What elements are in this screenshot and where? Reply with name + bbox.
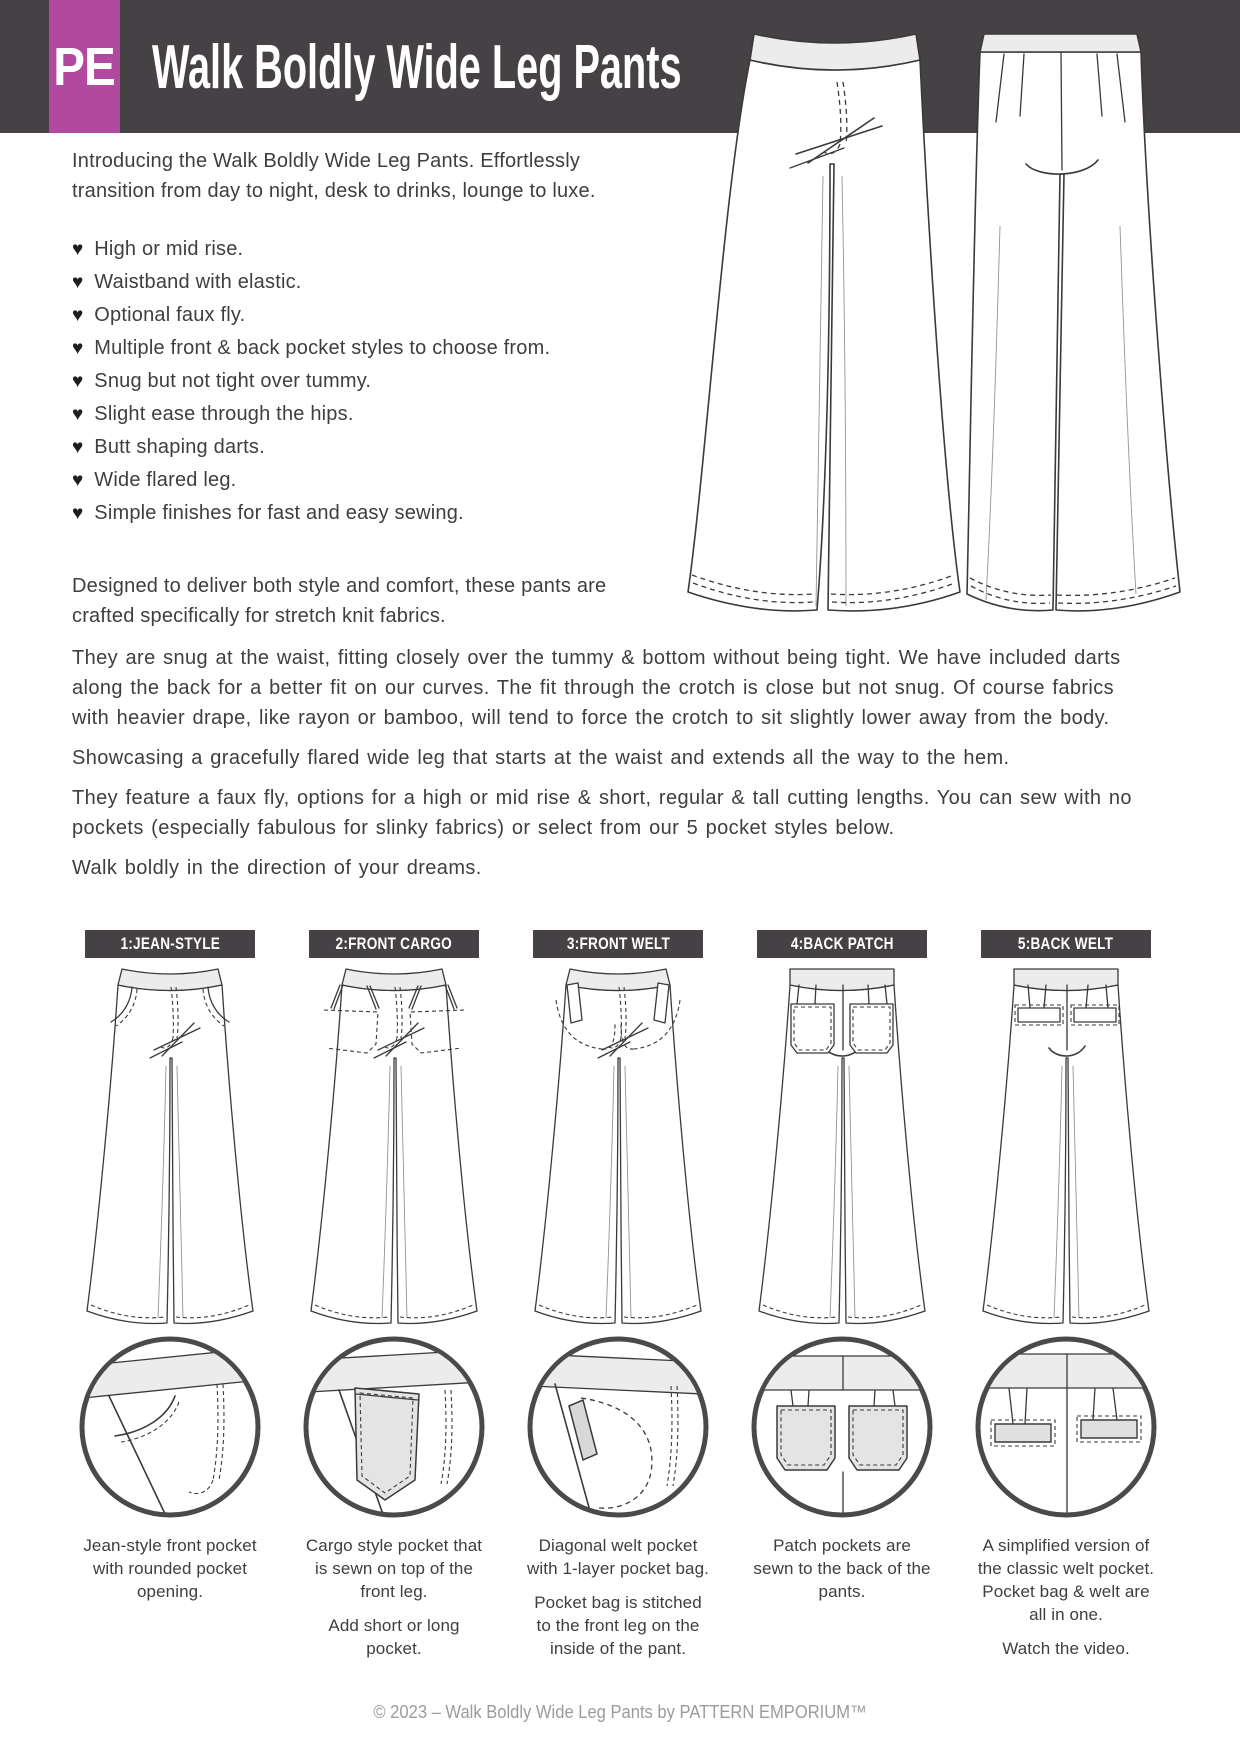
style-caption: Cargo style pocket that is sewn on top of the front leg. Add short or long pocket. xyxy=(305,1536,483,1658)
options-paragraph: They feature a faux fly, options for a high or mid rise & short, regular & tall cutting lengths. You can sew with no pockets (especially fabulous for slinky fabrics) or select from our 5 pocket styles below. xyxy=(72,787,1132,839)
heart-bullet-icon: ♥ xyxy=(72,404,84,425)
front-cargo-pants-figure xyxy=(294,966,494,1328)
designed-paragraph: Designed to deliver both style and comfort, these pants are crafted specifically for stretch knit fabrics. xyxy=(72,575,607,627)
list-item: ♥ Multiple front & back pocket styles to choose from. xyxy=(72,337,551,359)
jean-style-pants-figure xyxy=(70,966,270,1328)
hero-pants-drawings xyxy=(580,26,1200,618)
flare-paragraph: Showcasing a gracefully flared wide leg that starts at the waist and extends all the way to the hem. xyxy=(72,747,1010,769)
list-item: ♥ Wide flared leg. xyxy=(72,469,237,491)
list-item: ♥ Butt shaping darts. xyxy=(72,436,265,458)
list-item: ♥ High or mid rise. xyxy=(72,238,244,260)
style-label: 4:BACK PATCH xyxy=(757,930,927,958)
pocket-style-back-welt xyxy=(954,930,1178,1671)
list-item: ♥ Snug but not tight over tummy. xyxy=(72,370,372,392)
style-label: 1:JEAN-STYLE xyxy=(85,930,255,958)
back-welt-detail-circle xyxy=(971,1332,1161,1522)
style-label: 5:BACK WELT xyxy=(981,930,1151,958)
style-caption: Patch pockets are sewn to the back of the pants. xyxy=(753,1536,931,1601)
body-paragraphs xyxy=(72,643,1147,893)
heart-bullet-icon: ♥ xyxy=(72,371,84,392)
patch-pocket-detail-circle xyxy=(747,1332,937,1522)
heart-bullet-icon: ♥ xyxy=(72,503,84,524)
pocket-style-back-patch xyxy=(730,930,954,1671)
pants-front-technical-drawing xyxy=(688,34,960,611)
pants-back-technical-drawing xyxy=(967,34,1180,611)
logo-text: PE xyxy=(53,36,116,97)
intro-block xyxy=(72,146,647,536)
back-patch-pants-figure xyxy=(742,966,942,1328)
style-label: 3:FRONT WELT xyxy=(533,930,703,958)
pattern-emporium-logo xyxy=(49,0,120,133)
back-welt-pants-figure xyxy=(966,966,1166,1328)
intro-paragraph: Introducing the Walk Boldly Wide Leg Pants. Effortlessly transition from day to night, desk to drinks, lounge to luxe. xyxy=(72,150,596,202)
heart-bullet-icon: ♥ xyxy=(72,305,84,326)
heart-bullet-icon: ♥ xyxy=(72,239,84,260)
list-item: ♥ Slight ease through the hips. xyxy=(72,403,354,425)
pocket-styles-section xyxy=(58,930,1182,1671)
style-label: 2:FRONT CARGO xyxy=(309,930,479,958)
fit-paragraph: They are snug at the waist, fitting closely over the tummy & bottom without being tight. We have included darts along the back for a better fit on our curves. The fit through the crotch is close but not snug. Of course fabrics with heavier drape, like rayon or bamboo, will tend to force the crotch to sit slightly lower away from the body. xyxy=(72,647,1121,729)
jean-pocket-detail-circle xyxy=(75,1332,265,1522)
list-item: ♥ Simple finishes for fast and easy sewing. xyxy=(72,502,464,524)
heart-bullet-icon: ♥ xyxy=(72,338,84,359)
style-caption: Jean-style front pocket with rounded pocket opening. xyxy=(83,1536,257,1601)
tagline-paragraph: Walk boldly in the direction of your dreams. xyxy=(72,857,482,879)
pocket-style-jean xyxy=(58,930,282,1671)
style-caption: A simplified version of the classic welt pocket. Pocket bag & welt are all in one. Watch the video. xyxy=(977,1536,1155,1658)
style-caption: Diagonal welt pocket with 1-layer pocket bag. Pocket bag is stitched to the front leg on the inside of the pant. xyxy=(527,1536,709,1658)
heart-bullet-icon: ♥ xyxy=(72,272,84,293)
cargo-pocket-detail-circle xyxy=(299,1332,489,1522)
welt-pocket-detail-circle xyxy=(523,1332,713,1522)
front-welt-pants-figure xyxy=(518,966,718,1328)
pocket-style-cargo xyxy=(282,930,506,1671)
heart-bullet-icon: ♥ xyxy=(72,437,84,458)
heart-bullet-icon: ♥ xyxy=(72,470,84,491)
page-title: Walk Boldly Wide Leg Pants xyxy=(152,33,682,102)
copyright-footer: © 2023 – Walk Boldly Wide Leg Pants by PATTERN EMPORIUM™ xyxy=(373,1702,867,1722)
pocket-style-front-welt xyxy=(506,930,730,1671)
list-item: ♥ Optional faux fly. xyxy=(72,304,246,326)
feature-list xyxy=(72,239,647,524)
list-item: ♥ Waistband with elastic. xyxy=(72,271,302,293)
